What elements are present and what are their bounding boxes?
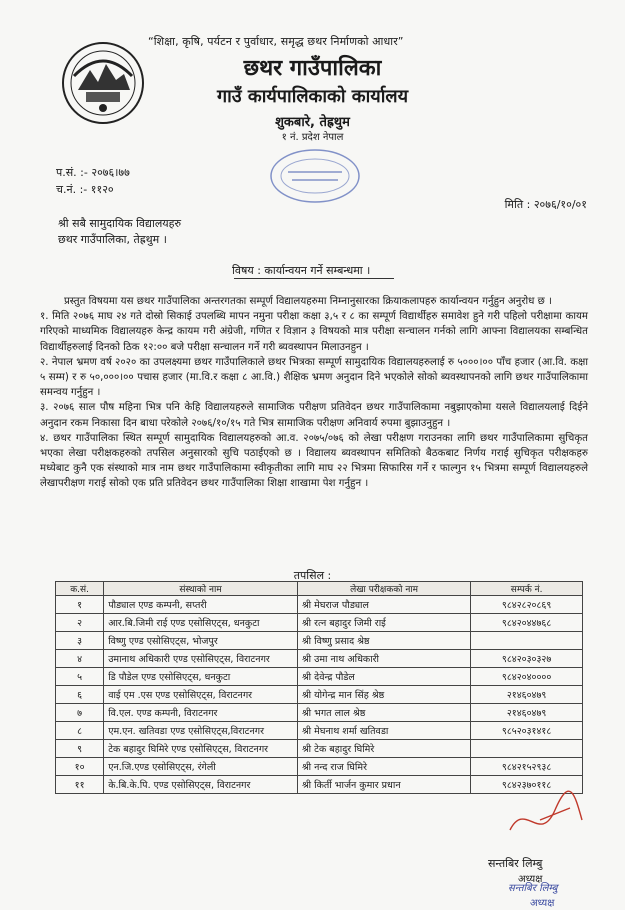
table-row bbox=[56, 614, 583, 632]
signatory-title: अध्यक्ष bbox=[518, 874, 543, 885]
cell-firm: विष्णु एण्ड एसोसिएट्स, भोजपुर bbox=[104, 632, 298, 650]
cell-auditor: श्री नन्द राज घिमिरे bbox=[297, 758, 470, 776]
cell-auditor: श्री भगत लाल श्रेष्ठ bbox=[297, 704, 470, 722]
col-header-phone: सम्पर्क नं. bbox=[471, 582, 583, 596]
cell-sn: ७ bbox=[56, 704, 104, 722]
cell-auditor: श्री देवेन्द्र पौडेल bbox=[297, 668, 470, 686]
letter-body bbox=[40, 294, 588, 492]
cell-firm: आर.बि.जिमी राई एण्ड एसोसिएट्स, धनकुटा bbox=[104, 614, 298, 632]
cell-phone: २१४६०४७९ bbox=[471, 686, 583, 704]
table-row bbox=[56, 686, 583, 704]
table-header-row bbox=[56, 582, 583, 596]
letter-number: प.सं. :- २०७६।७७ bbox=[56, 166, 130, 179]
table-row bbox=[56, 740, 583, 758]
table-row bbox=[56, 650, 583, 668]
subject-underline bbox=[234, 278, 394, 279]
handwritten-title: अध्यक्ष bbox=[530, 898, 555, 909]
subject-line: विषय : कार्यान्वयन गर्ने सम्बन्धमा । bbox=[232, 264, 371, 277]
cell-sn: २ bbox=[56, 614, 104, 632]
cell-auditor: श्री उमा नाथ अधिकारी bbox=[297, 650, 470, 668]
col-header-firm: संस्थाको नाम bbox=[104, 582, 298, 596]
table-row bbox=[56, 632, 583, 650]
cell-auditor: श्री मेघनाथ शर्मा खतिवडा bbox=[297, 722, 470, 740]
point-1: १. मिति २०७६ माघ २४ गते दोस्रो सिकाई उपलब्धि मापन नमुना परीक्षा कक्षा ३,५ र ८ का सम्पूर्ण विद्यार्थीहरु समावेश हुने गरी पहिलो परीक्षामा कायम गरिएको माध्यमिक विद्यालयहरु केन्द्र कायम गरी अंग्रेजी, गणित र विज्ञान ३ विषयको मात्र परीक्षा सन्चालन गर्नको लागि आफ्ना विद्यालयका सम्बन्धित विद्यार्थीहरुलाई दिनको ठिक १२:०० बजे परीक्षा सन्चालन गर्ने गरी ब्यवस्थापन मिलाउनहुन । bbox=[40, 311, 588, 353]
motto-text: “शिक्षा, कृषि, पर्यटन र पुर्वाधार, समृद्ध छथर निर्माणको आधार” bbox=[148, 35, 404, 48]
cell-phone: ९८४२०४४७६८ bbox=[471, 614, 583, 632]
cell-auditor: श्री योगेन्द्र मान सिंह श्रेष्ठ bbox=[297, 686, 470, 704]
point-2: २. नेपाल भ्रमण वर्ष २०२० का उपलक्ष्यमा छथर गाउँपालिकाले छथर भित्रका सम्पूर्ण सामुदायिक विद्यालयहरुलाई रु ५०००।०० पाँच हजार (आ.वि. कक्षा ५ सम्म) र रु ५०,०००।०० पचास हजार (मा.वि.र कक्षा ८ आ.वि.) शैक्षिक भ्रमण अनुदान दिने भएकोले सोको ब्यवस्थापनको लागि छथर गाउँपालिकामा समन्वय गर्नुहुन । bbox=[40, 356, 588, 399]
cell-phone bbox=[471, 632, 583, 650]
cell-firm: पौड्याल एण्ड कम्पनी, सप्तरी bbox=[104, 596, 298, 614]
cell-firm: वि.एल. एण्ड कम्पनी, विराटनगर bbox=[104, 704, 298, 722]
table-row bbox=[56, 668, 583, 686]
office-stamp bbox=[260, 142, 370, 212]
cell-sn: ३ bbox=[56, 632, 104, 650]
cell-phone: ९८४२०३०३२७ bbox=[471, 650, 583, 668]
cell-firm: उमानाथ अधिकारी एण्ड एसोसिएट्स, विराटनगर bbox=[104, 650, 298, 668]
intro-paragraph: प्रस्तुत विषयमा यस छथर गाउँपालिका अन्तरगतका सम्पूर्ण विद्यालयहरुमा निम्नानुसारका क्रियाकलापहरु कार्यान्वयन गर्नुहुन अनुरोध छ । bbox=[64, 296, 552, 307]
cell-phone: २१४६०४७९ bbox=[471, 704, 583, 722]
address-line-1: शुकबारे, तेह्रथुम bbox=[275, 115, 350, 130]
recipient-line-2: छथर गाउँपालिका, तेह्रथुम । bbox=[58, 233, 167, 246]
cell-phone: ९८४२३७०११८ bbox=[471, 776, 583, 794]
cell-firm: वाई एम .एस एण्ड एसोसिएट्स, विराटनगर bbox=[104, 686, 298, 704]
cell-firm: डि पौडेल एण्ड एसोसिएट्स, धनकुटा bbox=[104, 668, 298, 686]
cell-firm: टेक बहादुर घिमिरे एण्ड एसोसिएट्स, विराटनगर bbox=[104, 740, 298, 758]
cell-firm: के.बि.के.पि. एण्ड एसोसिएट्स, विराटनगर bbox=[104, 776, 298, 794]
signature-scribble bbox=[500, 790, 590, 850]
letter-date: मिति : २०७६/१०/०१ bbox=[504, 198, 587, 211]
cell-sn: ९ bbox=[56, 740, 104, 758]
cell-sn: ८ bbox=[56, 722, 104, 740]
recipient-line-1: श्री सबै सामुदायिक विद्यालयहरु bbox=[58, 217, 182, 230]
cell-auditor: श्री किर्ती भार्जन कुमार प्रधान bbox=[297, 776, 470, 794]
auditor-table bbox=[55, 581, 583, 794]
col-header-auditor: लेखा परीक्षकको नाम bbox=[297, 582, 470, 596]
cell-firm: एन.जि.एण्ड एसोसिएट्स, रंगेली bbox=[104, 758, 298, 776]
signatory-name: सन्तबिर लिम्बु bbox=[488, 857, 543, 870]
point-3: ३. २०७६ साल पौष महिना भित्र पनि केहि विद्यालयहरुले सामाजिक परीक्षण प्रतिवेदन छथर गाउँपालिकामा नबुझाएकोमा यसले विद्यालयलाई दिईने अनुदान रकम निकासा दिन बाधा परेकोले २०७६/१०/१५ गते भित्र सामाजिक परीक्षण अनिवार्य रुपमा बुझाउनुहुन । bbox=[40, 402, 588, 429]
dispatch-number: च.नं. :- ११२० bbox=[56, 183, 114, 196]
cell-auditor: श्री टेक बहादुर घिमिरे bbox=[297, 740, 470, 758]
cell-phone bbox=[471, 740, 583, 758]
cell-sn: १० bbox=[56, 758, 104, 776]
cell-phone: ९८४२०४०००० bbox=[471, 668, 583, 686]
table-row bbox=[56, 758, 583, 776]
organization-name: छथर गाउँपालिका bbox=[243, 56, 382, 81]
handwritten-name: सन्तबिर लिम्बु bbox=[508, 883, 558, 894]
office-name: गाउँ कार्यपालिकाको कार्यालय bbox=[216, 86, 409, 107]
cell-phone: ९८५२०३१४१८ bbox=[471, 722, 583, 740]
cell-phone: ९८४२१५२९३८ bbox=[471, 758, 583, 776]
schedule-heading: तपसिल : bbox=[293, 569, 332, 582]
cell-auditor: श्री रत्न बहादुर जिमी राई bbox=[297, 614, 470, 632]
cell-sn: १ bbox=[56, 596, 104, 614]
cell-phone: ९८४२८२०८६९ bbox=[471, 596, 583, 614]
cell-sn: ५ bbox=[56, 668, 104, 686]
col-header-sn: क.सं. bbox=[56, 582, 104, 596]
point-4: ४. छथर गाउँपालिका स्थित सम्पूर्ण सामुदायिक विद्यालयहरुको आ.व. २०७५/०७६ को लेखा परीक्षण गराउनका लागि छथर गाउँपालिकामा सुचिकृत भएका लेखा परीक्षकहरुको तपसिल अनुसारको सुचि पठाईएको छ । विद्यालय ब्यवस्थापन समितिको बैठकबाट निर्णय गराई सुचिकृत परीक्षकहरु मध्येबाट कुनै एक संस्थाको मात्र नाम छथर गाउँपालिकामा स्वीकृतीका लागि माघ २२ भित्रमा सिफारिस गर्ने र फाल्गुन १५ भित्रमा सम्पूर्ण विद्यालयहरुले लेखापरीक्षण गराई सोको एक प्रति प्रतिवेदन छथर गाउँपालिका शिक्षा शाखामा पेश गर्नुहुन । bbox=[40, 432, 588, 490]
cell-sn: ११ bbox=[56, 776, 104, 794]
table-row bbox=[56, 704, 583, 722]
cell-auditor: श्री विष्णु प्रसाद श्रेष्ठ bbox=[297, 632, 470, 650]
table-row bbox=[56, 596, 583, 614]
cell-sn: ४ bbox=[56, 650, 104, 668]
address-line-2: १ नं. प्रदेश नेपाल bbox=[281, 132, 344, 143]
cell-auditor: श्री मेघराज पौड्याल bbox=[297, 596, 470, 614]
cell-sn: ६ bbox=[56, 686, 104, 704]
cell-firm: एम.एन. खतिवडा एण्ड एसोसिएट्स,विराटनगर bbox=[104, 722, 298, 740]
table-row bbox=[56, 722, 583, 740]
